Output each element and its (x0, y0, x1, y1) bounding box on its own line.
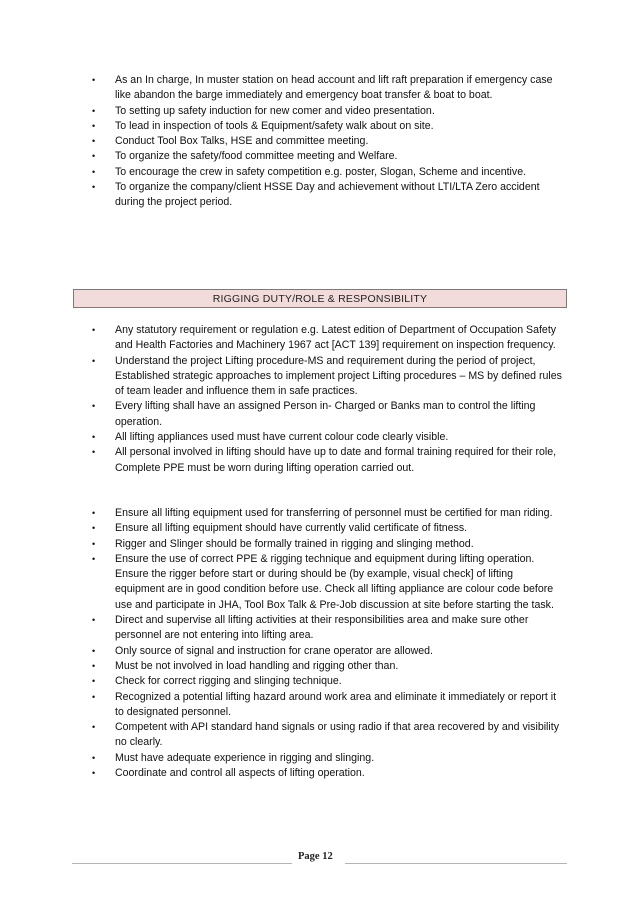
bullet-icon: • (92, 752, 96, 763)
list-item-text: Recognized a potential lifting hazard around work area and eliminate it immediately or report it to designated personnel. (115, 690, 557, 718)
bullet-icon: • (92, 508, 96, 518)
bullet-icon: • (92, 523, 96, 534)
list-item (92, 354, 564, 400)
bullet-icon: • (92, 691, 96, 702)
list-item-text: To encourage the crew in safety competition e.g. poster, Slogan, Scheme and incentive. (115, 165, 527, 178)
list-item-text: Direct and supervise all lifting activities at their responsibilities area and make sure other personnel are not entering into lifting area. (115, 614, 529, 642)
list-item-text: Every lifting shall have an assigned Person in- Charged or Banks man to control the lifting operation. (115, 400, 536, 428)
list-item-text: Check for correct rigging and slinging technique. (115, 675, 342, 688)
list-item-text: As an In charge, In muster station on head account and lift raft preparation if emergency case like abandon the barge immediately and emergency boat transfer & boat to boat. (115, 74, 553, 102)
list-item-text: All lifting appliances used must have current colour code clearly visible. (115, 431, 449, 444)
bullet-icon: • (92, 355, 96, 366)
list-item (92, 506, 564, 521)
list-item (92, 73, 562, 104)
footer-rule-right (345, 863, 567, 864)
rigging-bullet-list-1 (92, 323, 564, 476)
list-item (92, 119, 562, 134)
list-item (92, 180, 562, 211)
bullet-icon: • (92, 538, 96, 549)
bullet-icon: • (92, 325, 96, 335)
list-item-text: To organize the safety/food committee meeting and Welfare. (115, 150, 398, 163)
section-heading-text: RIGGING DUTY/ROLE & RESPONSIBILITY (212, 292, 428, 305)
bullet-icon: • (92, 401, 96, 412)
list-item (92, 613, 564, 644)
list-item (92, 674, 564, 689)
bullet-icon: • (92, 182, 96, 193)
bullet-icon: • (92, 447, 96, 458)
list-item (92, 104, 562, 119)
list-item-text: Conduct Tool Box Talks, HSE and committee meeting. (115, 135, 369, 148)
list-item-text: To lead in inspection of tools & Equipment/safety walk about on site. (115, 119, 434, 132)
list-item (92, 552, 564, 613)
list-item (92, 149, 562, 164)
bullet-icon: • (92, 645, 96, 656)
list-item-text: All personal involved in lifting should have up to date and formal training required for their role, Complete PPE must be worn during lifting operation carried out. (115, 446, 557, 474)
list-item (92, 644, 564, 659)
list-item (92, 323, 564, 354)
list-item-text: Only source of signal and instruction for crane operator are allowed. (115, 644, 433, 657)
bullet-icon: • (92, 75, 96, 85)
list-item-text: Any statutory requirement or regulation e.g. Latest edition of Department of Occupation Safety and Health Factories and Machinery 1967 act [ACT 139] requirement on inspection frequency. (115, 324, 557, 352)
bullet-icon: • (92, 768, 96, 779)
list-item (92, 751, 564, 766)
list-item-text: Ensure all lifting equipment should have currently valid certificate of fitness. (115, 522, 468, 535)
bullet-icon: • (92, 166, 96, 177)
list-item-text: Must be not involved in load handling and rigging other than. (115, 659, 399, 672)
list-item-text: Ensure the use of correct PPE & rigging technique and equipment during lifting operation. Ensure the rigger before start or during should be (by example, visual check] of lifting equipment are in good condition before use. Check all lifting appliance are colour code before use and participate in JHA, Tool Box Talk & Pre-Job discussion at site before starting the task. (115, 552, 554, 611)
list-item (92, 521, 564, 536)
bullet-icon: • (92, 432, 96, 443)
bullet-icon: • (92, 660, 96, 671)
bullet-icon: • (92, 105, 96, 116)
list-item-text: To organize the company/client HSSE Day and achievement without LTI/LTA Zero accident during the project period. (115, 181, 540, 209)
bullet-icon: • (92, 676, 96, 687)
bullet-icon: • (92, 722, 96, 733)
list-item (92, 537, 564, 552)
bullet-icon: • (92, 136, 96, 147)
bullet-icon: • (92, 615, 96, 626)
list-item-text: Rigger and Slinger should be formally trained in rigging and slinging method. (115, 537, 474, 550)
bullet-icon: • (92, 120, 96, 131)
list-item-text: To setting up safety induction for new comer and video presentation. (115, 104, 435, 117)
list-item-text: Ensure all lifting equipment used for transferring of personnel must be certified for man riding. (115, 507, 553, 519)
bullet-icon: • (92, 151, 96, 162)
list-item (92, 690, 564, 721)
footer-rule-left (72, 863, 292, 864)
section-heading (73, 289, 567, 308)
duties-bullet-list (92, 73, 562, 211)
list-item (92, 445, 564, 476)
list-item (92, 430, 564, 445)
list-item-text: Coordinate and control all aspects of lifting operation. (115, 767, 365, 780)
bullet-icon: • (92, 553, 96, 564)
page-number: Page 12 (298, 851, 333, 862)
list-item (92, 659, 564, 674)
list-item (92, 720, 564, 751)
list-item (92, 134, 562, 149)
list-item (92, 165, 562, 180)
list-item (92, 399, 564, 430)
rigging-bullet-list-2 (92, 506, 564, 781)
list-item-text: Understand the project Lifting procedure-MS and requirement during the period of project, Established strategic approaches to implement project Lifting procedures – MS by defined rules of team leader and influence them in safe practices. (115, 354, 562, 398)
list-item-text: Competent with API standard hand signals or using radio if that area recovered by and visibility no clearly. (115, 721, 560, 749)
list-item-text: Must have adequate experience in rigging and slinging. (115, 751, 375, 764)
list-item (92, 766, 564, 781)
